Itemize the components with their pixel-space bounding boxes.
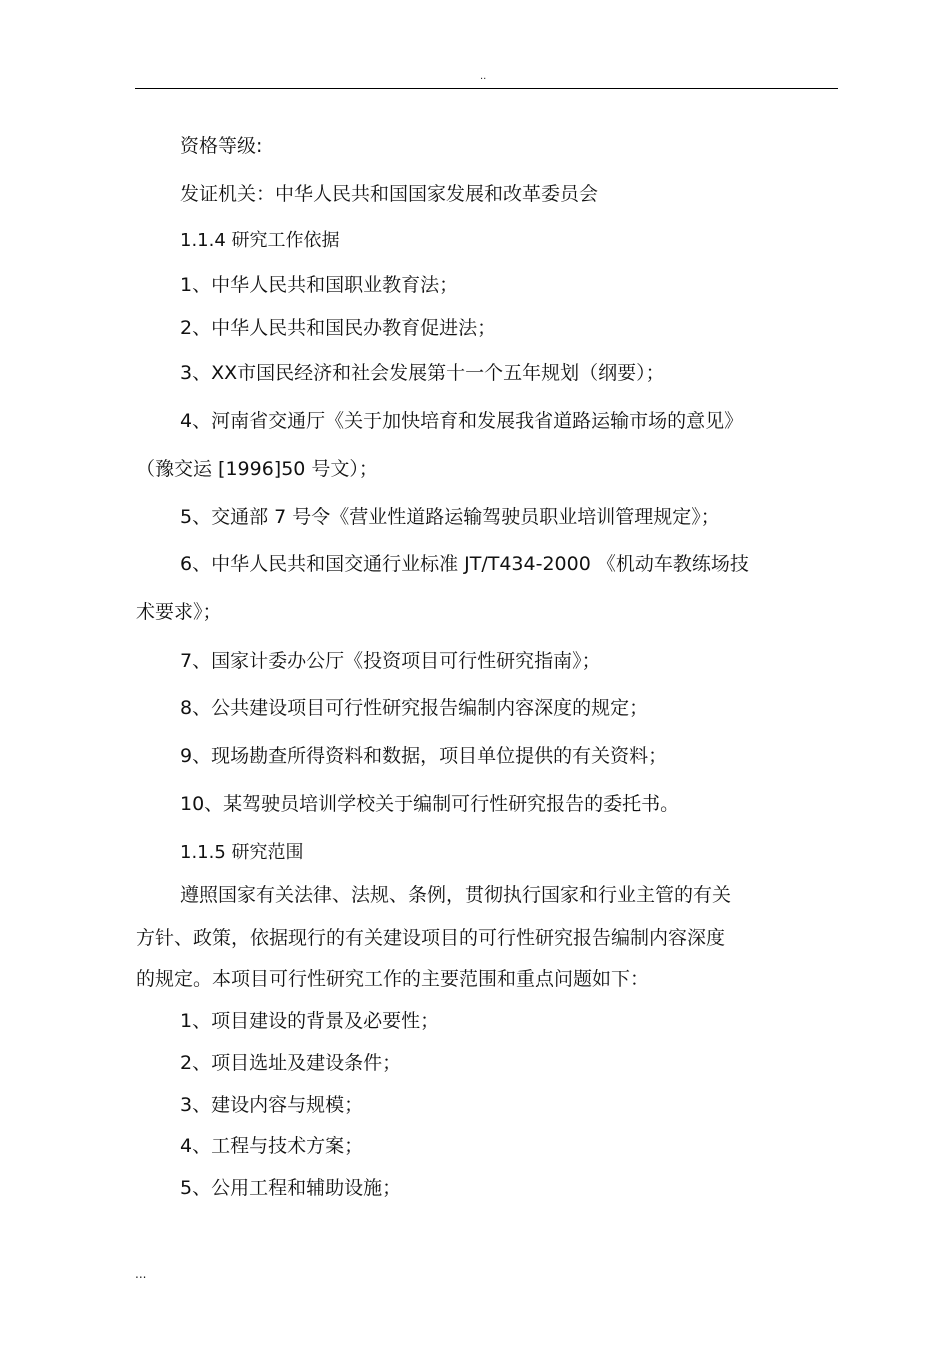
list-item-continuation: 术要求》； [136,601,222,623]
list-item: 5、交通部 7 号令《营业性道路运输驾驶员职业培训管理规定》； [180,506,720,528]
text-issuing-authority: 发证机关：中华人民共和国国家发展和改革委员会 [180,183,599,205]
list-item: 10、某驾驶员培训学校关于编制可行性研究报告的委托书。 [180,793,680,815]
list-item: 7、国家计委办公厅《投资项目可行性研究指南》； [180,650,601,672]
list-item: 6、中华人民共和国交通行业标准 JT/T434-2000 《机动车教练场技 [180,553,749,575]
footer-mark: ... [135,1267,147,1281]
list-item: 1、中华人民共和国职业教育法； [180,274,459,296]
paragraph-line: 遵照国家有关法律、法规、条例，贯彻执行国家和行业主管的有关 [180,884,732,906]
section-heading-1-1-5: 1.1.5 研究范围 [180,842,304,863]
text-qualification-grade: 资格等级: [180,135,263,157]
header-rule [135,88,838,89]
list-item: 4、河南省交通厅《关于加快培育和发展我省道路运输市场的意见》 [180,410,744,432]
list-item: 9、现场勘查所得资料和数据，项目单位提供的有关资料； [180,745,668,767]
list-item: 2、项目选址及建设条件； [180,1052,402,1074]
list-item: 3、XX市国民经济和社会发展第十一个五年规划（纲要）； [180,362,665,384]
list-item: 3、建设内容与规模； [180,1094,364,1116]
list-item: 8、公共建设项目可行性研究报告编制内容深度的规定； [180,697,649,719]
header-mark: .. [480,71,487,82]
list-item: 5、公用工程和辅助设施； [180,1177,402,1199]
list-item: 2、中华人民共和国民办教育促进法； [180,317,497,339]
paragraph-line: 方针、政策，依据现行的有关建设项目的可行性研究报告编制内容深度 [136,927,726,949]
list-item-continuation: （豫交运 [1996]50 号文）； [136,458,378,480]
list-item: 1、项目建设的背景及必要性； [180,1010,440,1032]
section-heading-1-1-4: 1.1.4 研究工作依据 [180,230,340,251]
paragraph-line: 的规定。本项目可行性研究工作的主要范围和重点问题如下： [136,968,650,990]
list-item: 4、工程与技术方案； [180,1135,364,1157]
